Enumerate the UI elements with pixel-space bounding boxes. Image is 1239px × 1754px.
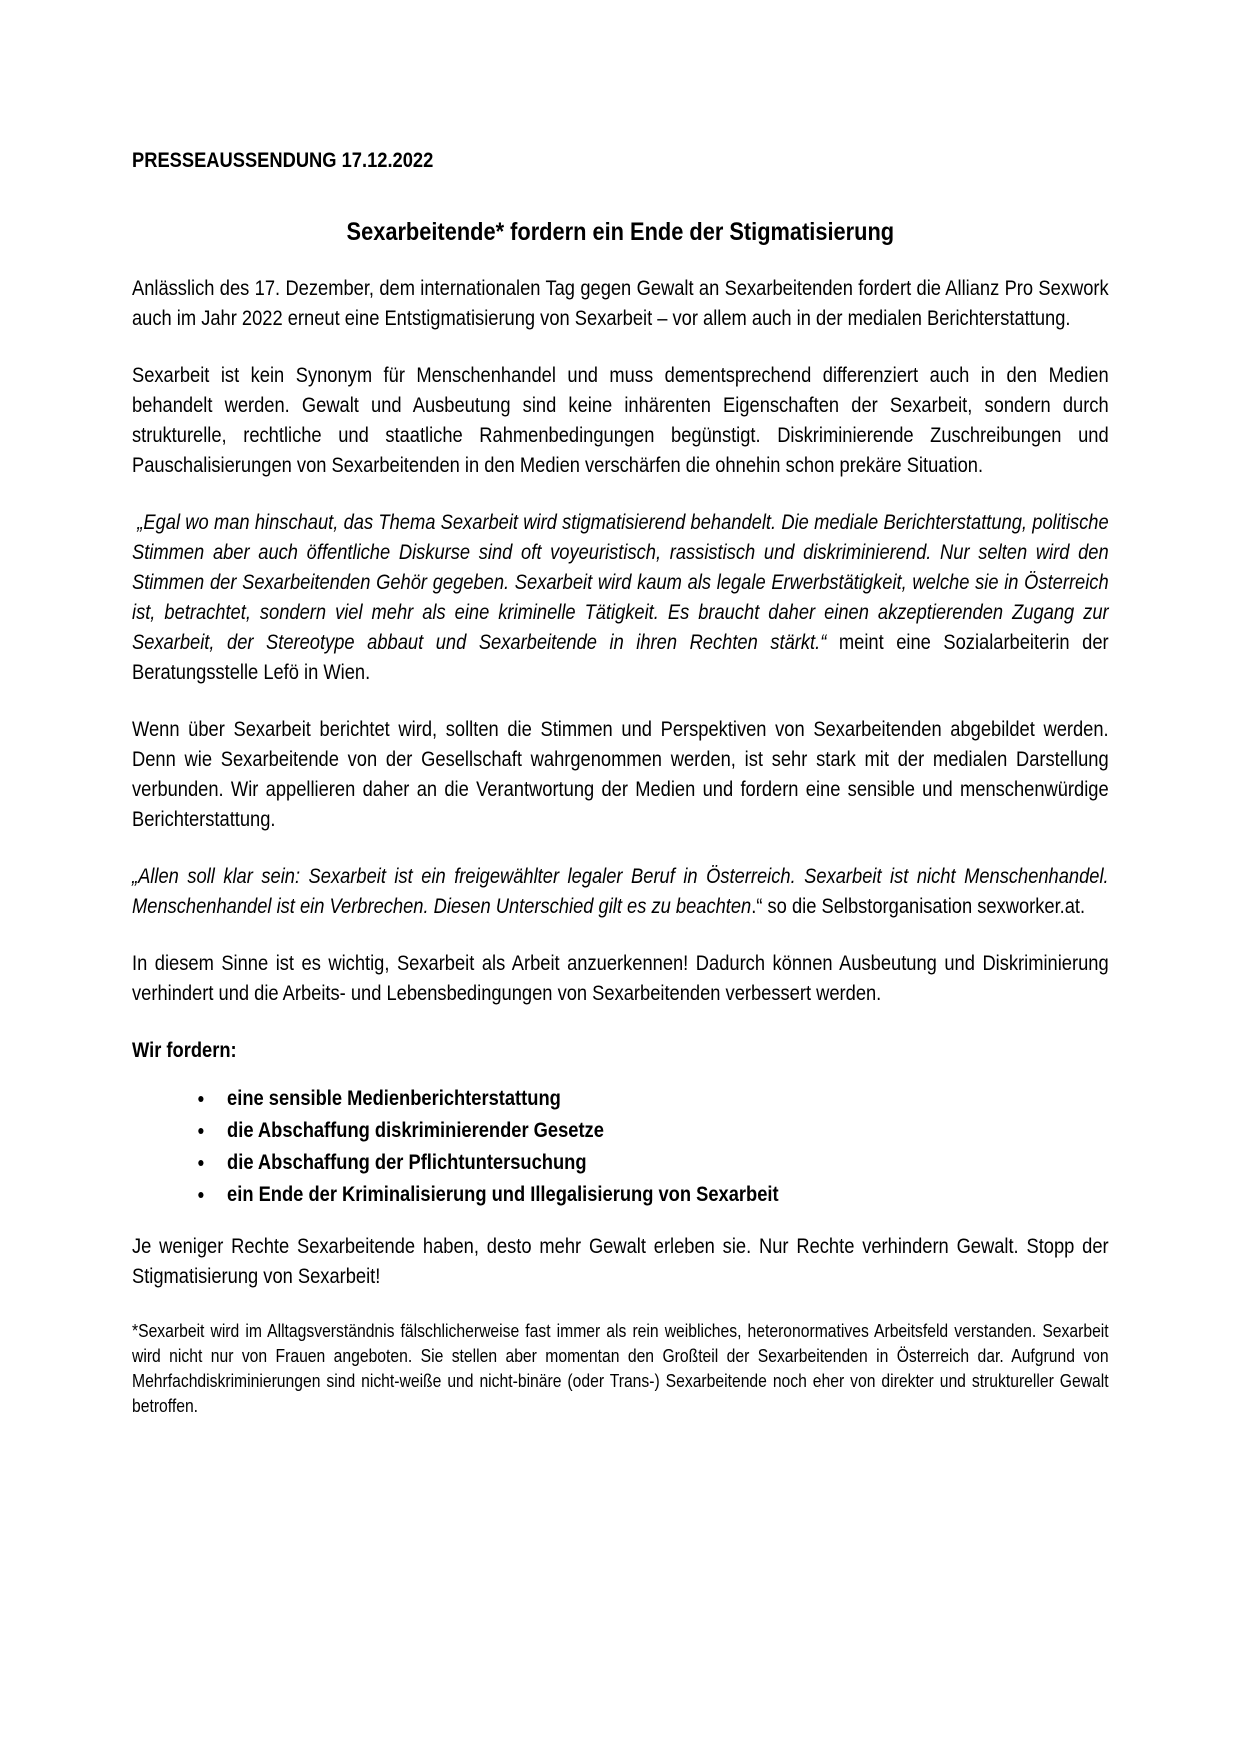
- quote-paragraph-sexworker: [132, 862, 1109, 922]
- document-title: Sexarbeitende* fordern ein Ende der Stigmatisierung: [346, 218, 895, 246]
- document-content: [132, 148, 1109, 1419]
- quote-text: „Egal wo man hinschaut, das Thema Sexarbeit wird stigmatisierend behandelt. Die mediale Berichterstattung, politische Stimmen aber auch öffentliche Diskurse sind oft voyeuristisch, rassistisch und diskriminierend. Nur selten wird den Stimmen der Sexarbeitenden Gehör gegeben. Sexarbeit wird kaum als legale Erwerbstätigkeit, welche sie in Österreich ist, betrachtet, sondern viel mehr als eine kriminelle Tätigkeit. Es braucht daher einen akzeptierenden Zugang zur Sexarbeit, der Stereotype abbaut und Sexarbeitende in ihren Rechten stärkt.“: [132, 511, 1109, 654]
- quote-text: „Allen soll klar sein: Sexarbeit ist ein freigewählter legaler Beruf in Österreich. Sexarbeit ist nicht Menschenhandel. Menschenhandel ist ein Verbrechen. Diesen Unterschied gilt es zu beachten: [132, 865, 1109, 918]
- demand-item: • ein Ende der Kriminalisierung und Illegalisierung von Sexarbeit: [215, 1180, 1109, 1210]
- paragraph-closing: Je weniger Rechte Sexarbeitende haben, desto mehr Gewalt erleben sie. Nur Rechte verhindern Gewalt. Stopp der Stigmatisierung von Sexarbeit!: [132, 1235, 1109, 1288]
- demands-heading: Wir fordern:: [132, 1039, 237, 1062]
- demand-item: • die Abschaffung diskriminierender Gesetze: [215, 1116, 1109, 1146]
- quote-attribution: .“ so die Selbstorganisation sexworker.at.: [751, 895, 1086, 918]
- paragraph-recognition: In diesem Sinne ist es wichtig, Sexarbeit als Arbeit anzuerkennen! Dadurch können Ausbeutung und Diskriminierung verhindert und die Arbeits- und Lebensbedingungen von Sexarbeitenden verbessert werden.: [132, 952, 1109, 1005]
- press-release-date-header: PRESSEAUSSENDUNG 17.12.2022: [132, 149, 434, 172]
- quote-attribution: meint eine Sozialarbeiterin der Beratungsstelle Lefö in Wien.: [132, 631, 1109, 684]
- paragraph-intro: Anlässlich des 17. Dezember, dem internationalen Tag gegen Gewalt an Sexarbeitenden fordert die Allianz Pro Sexwork auch im Jahr 2022 erneut eine Entstigmatisierung von Sexarbeit – vor allem auch in der medialen Berichterstattung.: [132, 277, 1109, 330]
- demands-list: [132, 1084, 1109, 1210]
- paragraph-media: Sexarbeit ist kein Synonym für Menschenhandel und muss dementsprechend differenziert auch in den Medien behandelt werden. Gewalt und Ausbeutung sind keine inhärenten Eigenschaften der Sexarbeit, sondern durch strukturelle, rechtliche und staatliche Rahmenbedingungen begünstigt. Diskriminierende Zuschreibungen und Pauschalisierungen von Sexarbeitenden in den Medien verschärfen die ohnehin schon prekäre Situation.: [132, 364, 1109, 477]
- quote-paragraph-lefoe: [132, 508, 1109, 688]
- demand-item: • die Abschaffung der Pflichtuntersuchung: [215, 1148, 1109, 1178]
- footnote-asterisk: *Sexarbeit wird im Alltagsverständnis fälschlicherweise fast immer als rein weibliches, heteronormatives Arbeitsfeld verstanden. Sexarbeit wird nicht nur von Frauen angeboten. Sie stellen aber momentan den Großteil der Sexarbeitenden in Österreich dar. Aufgrund von Mehrfachdiskriminierungen sind nicht-weiße und nicht-binäre (oder Trans-) Sexarbeitende noch eher von direkter und struktureller Gewalt betroffen.: [132, 1321, 1109, 1416]
- paragraph-voices: Wenn über Sexarbeit berichtet wird, sollten die Stimmen und Perspektiven von Sexarbeitenden abgebildet werden. Denn wie Sexarbeitende von der Gesellschaft wahrgenommen werden, ist sehr stark mit der medialen Darstellung verbunden. Wir appellieren daher an die Verantwortung der Medien und fordern eine sensible und menschenwürdige Berichterstattung.: [132, 718, 1109, 831]
- demand-item: • eine sensible Medienberichterstattung: [215, 1084, 1109, 1114]
